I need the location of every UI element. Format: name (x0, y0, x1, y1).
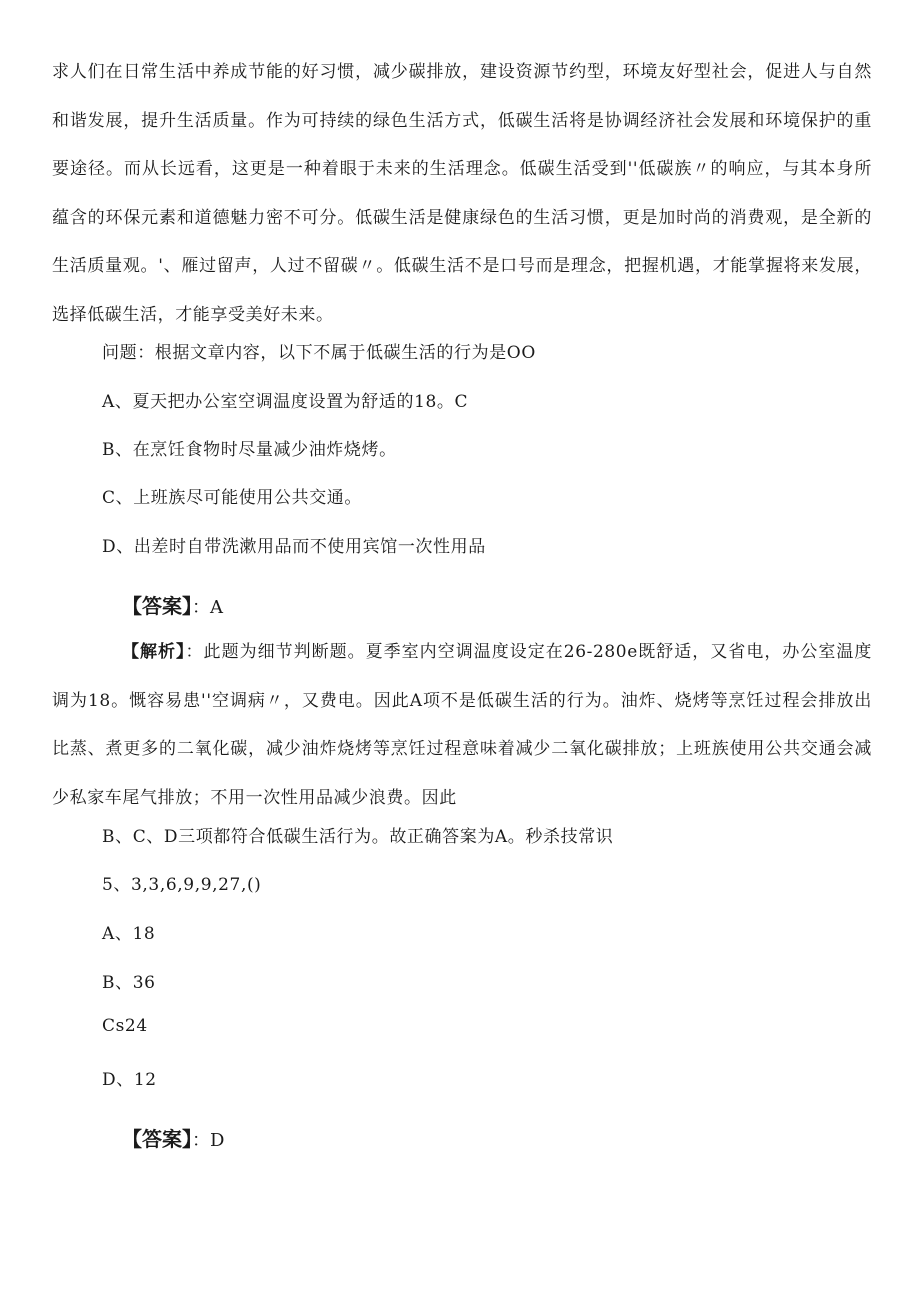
question-2-option-c: Cs24 (102, 1016, 148, 1036)
answer-label: 【答案】 (122, 594, 192, 618)
answer-label: 【答案】 (122, 1127, 192, 1151)
question-2-option-b: B、36 (102, 973, 156, 993)
analysis-text: ：此题为细节判断题。夏季室内空调温度设定在26-280e既舒适，又省电，办公室温度调为18。慨容易患''空调病〃，又费电。因此A项不是低碳生活的行为。油炸、烧烤等烹饪过程会排放出比蒸、煮更多的二氧化碳，减少油炸烧烤等烹饪过程意味着减少二氧化碳排放；上班族使用公共交通会减少私家车尾气排放；不用一次性用品减少浪费。因此 (52, 642, 872, 808)
question-1-prompt: 问题：根据文章内容，以下不属于低碳生活的行为是OO (102, 343, 536, 363)
question-1-answer (122, 590, 223, 619)
question-1-option-a: A、夏天把办公室空调温度设置为舒适的18。C (102, 392, 469, 412)
question-1-option-d: D、出差时自带洗漱用品而不使用宾馆一次性用品 (102, 537, 486, 557)
answer-value: ：D (192, 1130, 225, 1151)
question-1-analysis (52, 628, 872, 822)
question-2-option-d: D、12 (102, 1070, 157, 1090)
question-1-analysis-conclusion: B、C、D三项都符合低碳生活行为。故正确答案为A。秒杀技常识 (102, 827, 614, 847)
question-2-prompt: 5、3,3,6,9,9,27,() (102, 875, 262, 895)
question-2-option-a: A、18 (102, 924, 156, 944)
question-2-answer (122, 1123, 224, 1152)
analysis-label: 【解析】 (122, 642, 186, 662)
question-1-option-c: C、上班族尽可能使用公共交通。 (102, 488, 363, 508)
question-1-option-b: B、在烹饪食物时尽量减少油炸烧烤。 (102, 440, 397, 460)
intro-paragraph: 求人们在日常生活中养成节能的好习惯，减少碳排放，建设资源节约型，环境友好型社会，促进人与自然和谐发展，提升生活质量。作为可持续的绿色生活方式，低碳生活将是协调经济社会发展和环境保护的重要途径。而从长远看，这更是一种着眼于未来的生活理念。低碳生活受到''低碳族〃的响应，与其本身所蕴含的环保元素和道德魅力密不可分。低碳生活是健康绿色的生活习惯，更是加时尚的消费观，是全新的生活质量观。'、雁过留声，人过不留碳〃。低碳生活不是口号而是理念，把握机遇，才能掌握将来发展，选择低碳生活，才能享受美好未来。 (52, 62, 872, 325)
answer-value: ：A (192, 597, 223, 618)
